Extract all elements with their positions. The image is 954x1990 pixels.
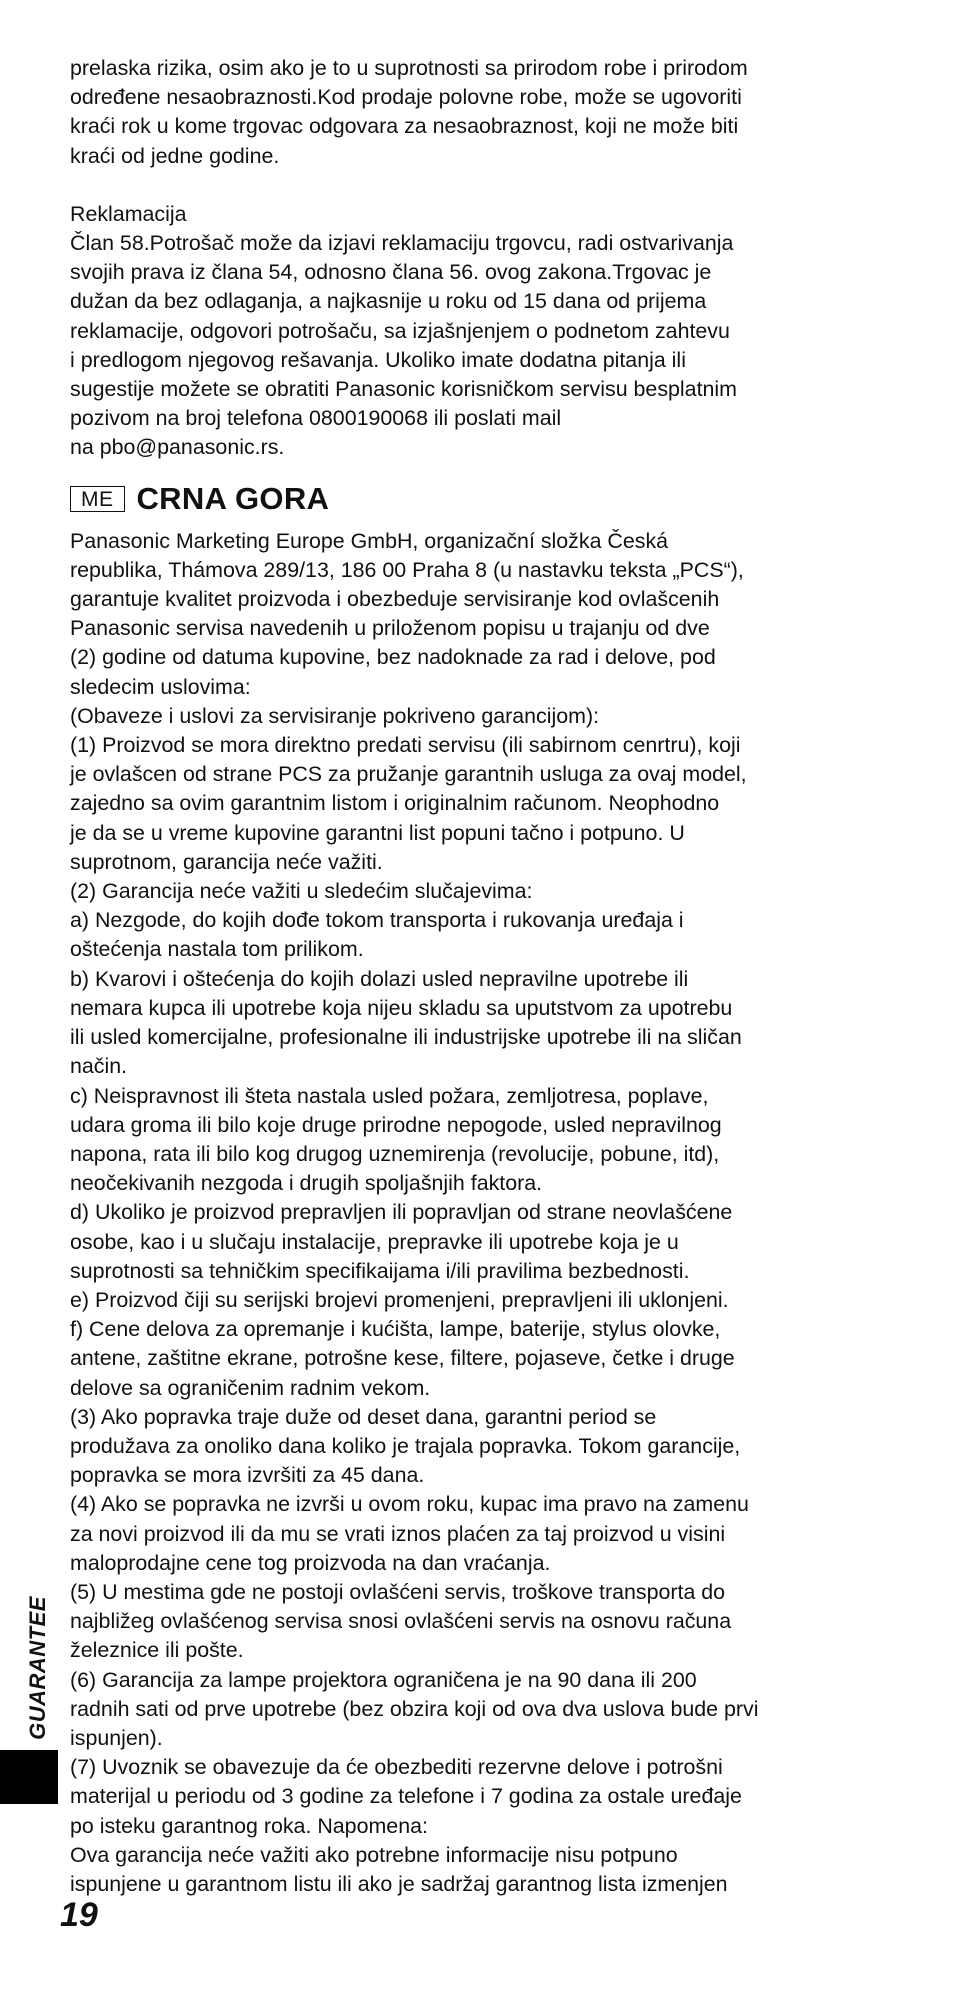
side-section-tab	[0, 1750, 58, 1804]
paragraph-gap	[70, 171, 890, 200]
section-title: CRNA GORA	[136, 481, 330, 517]
reklamacija-paragraph: Reklamacija Član 58.Potrošač može da izjavi reklamaciju trgovcu, radi ostvarivanja svojih prava iz člana 54, odnosno člana 56. ovog zakona.Trgovac je dužan da bez odlaganja, a najkasnije u roku od 15 dana od prijema reklamacije, odgovori potrošaču, sa izjašnjenjem o podnetom zahtevu i predlogom njegovog rešavanja. Ukoliko imate dodatna pitanja ili sugestije možete se obratiti Panasonic korisničkom servisu besplatnim pozivom na broj telefona 0800190068 ili poslati mail na pbo@panasonic.rs.	[70, 201, 737, 460]
side-section-label	[20, 1598, 56, 1738]
page-number: 19	[60, 1896, 98, 1934]
country-code-badge: ME	[70, 486, 125, 512]
side-section-label-text: GUARANTEE	[25, 1596, 50, 1740]
intro-paragraph: prelaska rizika, osim ako je to u suprotnosti sa prirodom robe i prirodom određene nesaobraznosti.Kod prodaje polovne robe, može se ugovoriti kraći rok u kome trgovac odgovara za nesaobraznost, koji ne može biti kraći od jedne godine.	[70, 56, 748, 168]
section-heading	[70, 477, 890, 521]
warranty-terms-paragraph: Panasonic Marketing Europe GmbH, organizační složka Česká republika, Thámova 289/13, 186 00 Praha 8 (u nastavku teksta „PCS“), garantuje kvalitet proizvoda i obezbeduje servisiranje kod ovlašcenih Panasonic servisa navedenih u priloženom popisu u trajanju od dve (2) godine od datuma kupovine, bez nadoknade za rad i delove, pod sledecim uslovima: (Obaveze i uslovi za servisiranje pokriveno garancijom): (1) Proizvod se mora direktno predati servisu (ili sabirnom cenrtru), koji je ovlašcen od strane PCS za pružanje garantnih usluga za ovaj model, zajedno sa ovim garantnim listom i originalnim računom. Neophodno je da se u vreme kupovine garantni list popuni tačno i potpuno. U suprotnom, garancija neće važiti. (2) Garancija neće važiti u sledećim slučajevima: a) Nezgode, do kojih dođe tokom transporta i rukovanja uređaja i oštećenja nastala tom prilikom. b) Kvarovi i oštećenja do kojih dolazi usled nepravilne upotrebe ili nemara kupca ili upotrebe koja nijeu skladu sa uputstvom za upotrebu ili usled komercijalne, profesionalne ili industrijske upotrebe ili na sličan način. c) Neispravnost ili šteta nastala usled požara, zemljotresa, poplave, udara groma ili bilo koje druge prirodne nepogode, usled nepravilnog napona, rata ili bilo kog drugog uznemirenja (revolucije, pobune, itd), neočekivanih nezgoda i drugih spoljašnjih faktora. d) Ukoliko je proizvod prepravljen ili popravljan od strane neovlašćene osobe, kao i u slučaju instalacije, prepravke ili upotrebe koja je u suprotnosti sa tehničkim specifikaijama i/ili pravilima bezbednosti. e) Proizvod čiji su serijski brojevi promenjeni, prepravljeni ili uklonjeni. f) Cene delova za opremanje i kućišta, lampe, baterije, stylus olovke, antene, zaštitne ekrane, potrošne kese, filtere, pojaseve, četke i druge delove sa ograničenim radnim vekom. (3) Ako popravka traje duže od deset dana, garantni period se produžava za onoliko dana koliko je trajala popravka. Tokom garancije, popravka se mora izvršiti za 45 dana. (4) Ako se popravka ne izvrši u ovom roku, kupac ima pravo na zamenu za novi proizvod ili da mu se vrati iznos plaćen za taj proizvod u visini maloprodajne cene tog proizvoda na dan vraćanja. (5) U mestima gde ne postoji ovlašćeni servis, troškove transporta do najbližeg ovlašćenog servisa snosi ovlašćeni servis na osnovu računa železnice ili pošte. (6) Garancija za lampe projektora ograničena je na 90 dana ili 200 radnih sati od prve upotrebe (bez obzira koji od ova dva uslova bude prvi ispunjen). (7) Uvoznik se obavezuje da će obezbediti rezervne delove i potrošni materijal u periodu od 3 godine za telefone i 7 godina za ostale uređaje po isteku garantnog roka. Napomena: Ova garancija neće važiti ako potrebne informacije nisu potpuno ispunjene u garantnom listu ili ako je sadržaj garantnog lista izmenjen	[70, 528, 759, 1896]
document-body	[70, 54, 890, 1899]
